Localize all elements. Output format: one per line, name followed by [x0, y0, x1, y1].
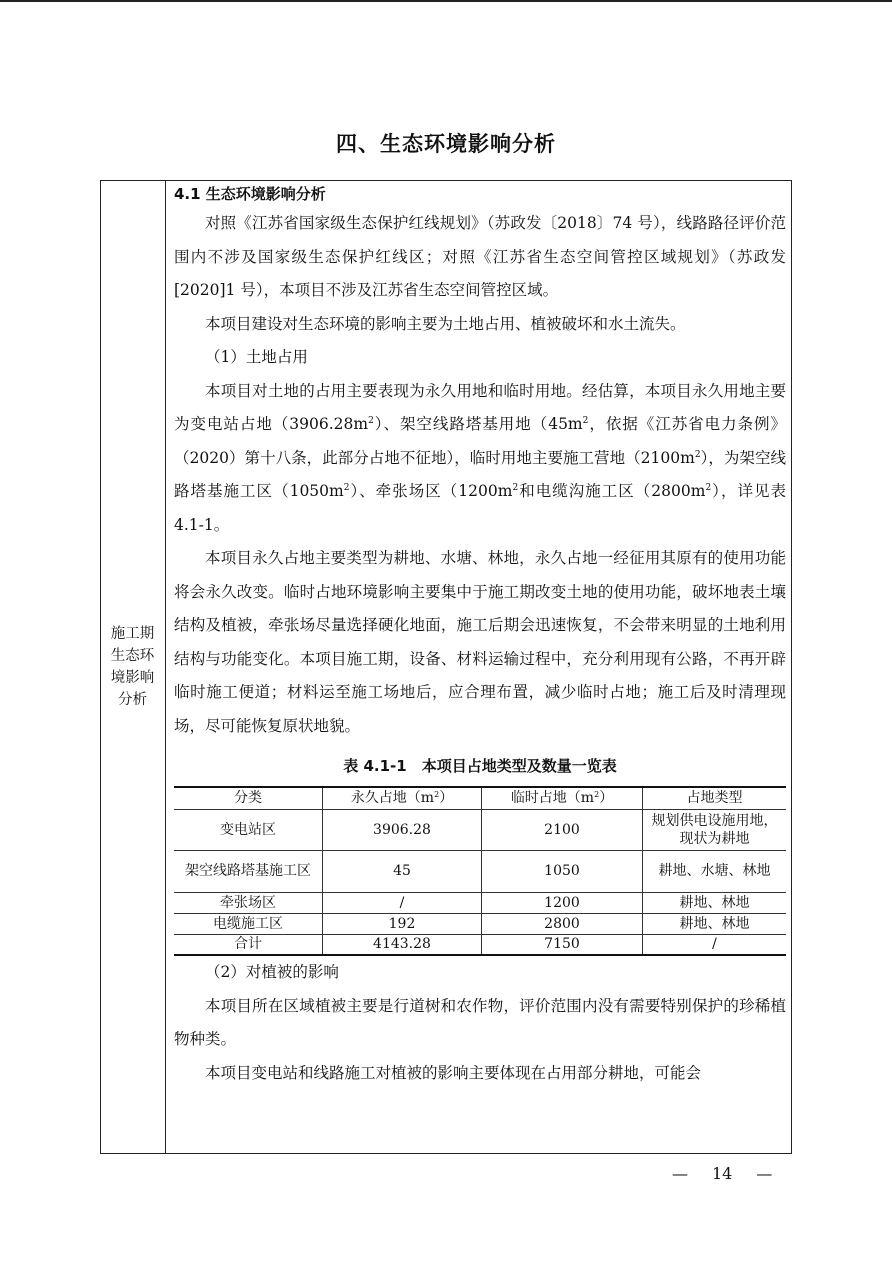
subheading: （1）土地占用	[205, 348, 308, 366]
table-cell: 2100	[482, 809, 643, 850]
paragraph: 本项目变电站和线路施工对植被的影响主要体现在占用部分耕地，可能会	[205, 1063, 702, 1082]
table-cell: 耕地、林地	[643, 913, 787, 934]
table-cell: 架空线路塔基施工区	[174, 850, 323, 892]
table-header: 占地类型	[643, 787, 787, 809]
top-border-line	[0, 0, 892, 2]
table-row	[174, 850, 786, 892]
table-cell: 3906.28	[323, 809, 482, 850]
paragraph: 本项目建设对生态环境的影响主要为土地占用、植被破坏和水土流失。	[205, 314, 686, 333]
table-row	[174, 934, 786, 955]
side-label	[100, 623, 165, 711]
side-label-line: 境影响	[110, 670, 155, 686]
table-caption: 表 4.1-1 本项目占地类型及数量一览表	[343, 757, 617, 775]
subheading: （2）对植被的影响	[205, 963, 339, 981]
side-label-line: 施工期	[110, 626, 155, 642]
column-divider	[165, 180, 166, 1154]
table-cell: 耕地、林地	[643, 892, 787, 913]
table-cell: 合计	[174, 934, 323, 955]
table-cell: 1200	[482, 892, 643, 913]
table-row	[174, 913, 786, 934]
table-cell: 2800	[482, 913, 643, 934]
table-cell: 变电站区	[174, 809, 323, 850]
section-heading: 4.1 生态环境影响分析	[174, 185, 326, 203]
table-header: 分类	[174, 787, 323, 809]
paragraph: 本项目永久占地主要类型为耕地、水塘、林地，永久占地一经征用其原有的使用功能将会永久改变。临时占地环境影响主要集中于施工期改变土地的使用功能，破坏地表土壤结构及植被，牵张场尽量选择硬化地面，施工后期会迅速恢复，不会带来明显的土地利用结构与功能变化。本项目施工期，设备、材料运输过程中，充分利用现有公路，不再开辟临时施工便道；材料运至施工场地后，应合理布置，减少临时占地；施工后及时清理现场，尽可能恢复原状地貌。	[174, 549, 786, 735]
paragraph-land-use: 本项目对土地的占用主要表现为永久用地和临时用地。经估算，本项目永久用地主要为变电站占地$(3906.28m^2)$、架空线路塔基用地（$45m^2$，依据《江苏省电力条例》（2020）第十八条，此部分占地不征地），临时用地主要施工营地$(2100m^2)$，为架空线路塔基施工区$(1050m^2)$、牵张场区（$1200m^2$和电缆沟施工区$(2800m^2)$，详见表 4.1-1。	[174, 381, 787, 534]
table-row	[174, 809, 786, 850]
table-cell: 电缆施工区	[174, 913, 323, 934]
table-header: 临时占地$(m^2)$	[482, 787, 643, 809]
table-row	[174, 892, 786, 913]
table-cell: 1050	[482, 850, 643, 892]
table-cell: 规划供电设施用地，现状为耕地	[643, 809, 787, 850]
paragraph: 本项目所在区域植被主要是行道树和农作物，评价范围内没有需要特别保护的珍稀植物种类。	[174, 996, 786, 1048]
table-cell: /	[643, 934, 787, 955]
table-cell: 4143.28	[323, 934, 482, 955]
main-content	[174, 180, 786, 1090]
table-cell: 牵张场区	[174, 892, 323, 913]
table-cell: 192	[323, 913, 482, 934]
land-use-table	[174, 786, 786, 956]
table-cell: /	[323, 892, 482, 913]
page-title: 四、生态环境影响分析	[336, 132, 556, 156]
side-label-line: 分析	[118, 692, 147, 708]
table-header: 永久占地$(m^2)$	[323, 787, 482, 809]
table-cell: 7150	[482, 934, 643, 955]
table-cell: 45	[323, 850, 482, 892]
page-number: — 14 —	[672, 1164, 773, 1183]
paragraph: 对照《江苏省国家级生态保护红线规划》（苏政发〔2018〕74 号），线路路径评价范围内不涉及国家级生态保护红线区；对照《江苏省生态空间管控区域规划》（苏政发[2020]1 号），本项目不涉及江苏省生态空间管控区域。	[174, 214, 786, 299]
table-cell: 耕地、水塘、林地	[643, 850, 787, 892]
side-label-line: 生态环	[110, 648, 155, 664]
